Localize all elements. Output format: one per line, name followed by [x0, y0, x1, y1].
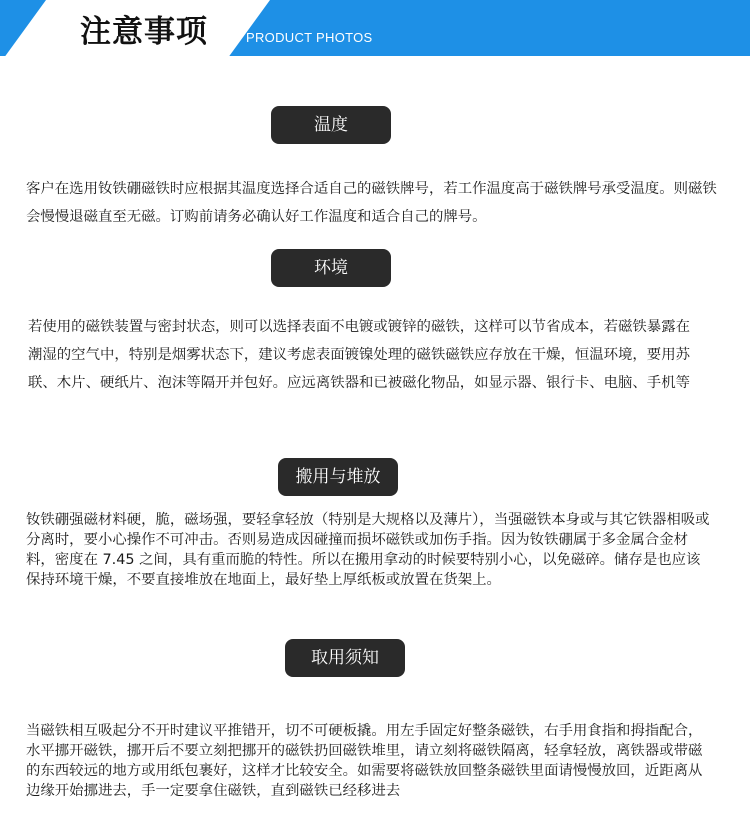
- header-banner: [0, 0, 750, 56]
- page-subtitle: PRODUCT PHOTOS: [246, 30, 373, 45]
- section-body-retrieval: 当磁铁相互吸起分不开时建议平推错开，切不可硬板撬。用左手固定好整条磁铁，右手用食指和拇指配合，水平挪开磁铁，挪开后不要立刻把挪开的磁铁扔回磁铁堆里，请立刻将磁铁隔离，轻拿轻放，离铁器或带磁的东西较远的地方或用纸包裹好，这样才比较安全。如需要将磁铁放回整条磁铁里面请慢慢放回，近距离从边缘开始挪进去，手一定要拿住磁铁，直到磁铁已经移进去: [26, 723, 703, 799]
- section-body-temperature: 客户在选用钕铁硼磁铁时应根据其温度选择合适自己的磁铁牌号，若工作温度高于磁铁牌号承受温度。则磁铁会慢慢退磁直至无磁。订购前请务必确认好工作温度和适合自己的牌号。: [26, 181, 717, 225]
- section-heading-handling: 搬用与堆放: [278, 458, 398, 496]
- section-body-environment: 若使用的磁铁装置与密封状态，则可以选择表面不电镀或镀锌的磁铁，这样可以节省成本，若磁铁暴露在潮湿的空气中，特别是烟雾状态下，建议考虑表面镀镍处理的磁铁磁铁应存放在干燥，恒温环境，要用苏联、木片、硬纸片、泡沫等隔开并包好。应远离铁器和已被磁化物品，如显示器、银行卡、电脑、手机等: [28, 319, 690, 391]
- section-heading-temperature: 温度: [271, 106, 391, 144]
- page-title: 注意事项: [80, 14, 208, 50]
- section-heading-environment: 环境: [271, 249, 391, 287]
- section-body-handling: 钕铁硼强磁材料硬，脆，磁场强，要轻拿轻放（特别是大规格以及薄片），当强磁铁本身或与其它铁器相吸或分离时，要小心操作不可冲击。否则易造成因碰撞而损坏磁铁或加伤手指。因为钕铁硼属于多金属合金材料，密度在 7.45 之间，具有重而脆的特性。所以在搬用拿动的时候要特别小心，以免磁碎。储存是也应该保持环境干燥，不要直接堆放在地面上，最好垫上厚纸板或放置在货架上。: [26, 512, 710, 588]
- section-heading-retrieval: 取用须知: [285, 639, 405, 677]
